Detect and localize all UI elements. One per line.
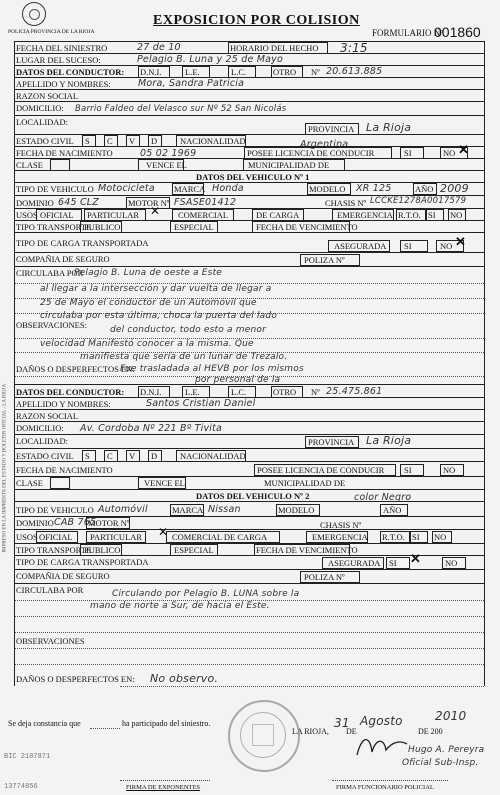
driver1-no-mark-icon: ✕	[458, 142, 469, 157]
vehicle2-rto: R.T.O.	[382, 532, 405, 542]
police-stamp-icon	[228, 700, 300, 772]
vehicle1-type-value: Motocicleta	[98, 183, 155, 194]
time-value: 3:15	[340, 41, 368, 55]
driver1-address-value: Barrio Faldeo del Velasco sur Nº 52 San Nicolás	[75, 104, 287, 114]
driver1-province-label: PROVINCIA	[308, 124, 355, 134]
vehicle2-rto-no[interactable]: NO	[434, 532, 447, 542]
year-prefix: DE 200	[418, 727, 443, 736]
driver1-expires-label: VENCE EL	[146, 160, 187, 170]
driver2-birth-label: FECHA DE NACIMIENTO	[16, 465, 113, 475]
driver2-address-value: Av. Cordoba Nº 221 Bº Tivita	[80, 423, 223, 434]
vehicle1-circ-line: 25 de Mayo el conductor de un Automóvil que	[40, 298, 257, 308]
vehicle1-chassis-value: LCCKE1278A0017579	[370, 196, 467, 206]
accident-date-value: 27 de 10	[137, 42, 181, 53]
driver1-name-label: APELLIDO Y NOMBRES:	[16, 79, 111, 89]
vehicle2-transport-label: TIPO TRANSPORTE	[16, 545, 92, 555]
vehicle1-circ-line: del conductor, todo esto a menor	[110, 325, 266, 335]
vehicle2-chassis-label: CHASIS Nº	[320, 520, 362, 530]
driver1-name-value: Mora, Sandra Patricia	[138, 78, 245, 89]
officer-name: Hugo A. Pereyra	[408, 745, 485, 755]
vehicle1-transport-label: TIPO TRANSPORTE	[16, 222, 92, 232]
vehicle2-insurer-label: COMPAÑIA DE SEGURO	[16, 571, 110, 581]
driver1-birth-label: FECHA DE NACIMIENTO	[16, 148, 113, 158]
driver2-province-value: La Rioja	[366, 434, 412, 447]
driver2-name-label: APELLIDO Y NOMBRES:	[16, 399, 111, 409]
vehicle1-transport-public[interactable]: PUBLICO	[84, 222, 121, 232]
vehicle2-transport-public[interactable]: PUBLICO	[84, 545, 121, 555]
vehicle1-use-comercial[interactable]: COMERCIAL	[178, 210, 229, 220]
driver1-class-label: CLASE	[16, 160, 43, 170]
vehicle2-use-particular[interactable]: PARTICULAR	[90, 532, 143, 542]
vehicle1-year-value: 2009	[440, 182, 469, 195]
margin-code-2: 13774856	[4, 783, 38, 791]
vehicle1-use-emergencia[interactable]: EMERGENCIA	[337, 210, 393, 220]
vehicle2-use-comercial[interactable]: COMERCIAL DE CARGA	[172, 532, 268, 542]
driver1-num-label: Nº	[311, 67, 320, 77]
driver1-section-label: DATOS DEL CONDUCTOR:	[16, 67, 125, 77]
month-prefix: DE	[346, 727, 357, 736]
vehicle1-insurer-label: COMPAÑIA DE SEGURO	[16, 254, 110, 264]
signature-icon	[352, 730, 412, 760]
driver2-num-value: 25.475.861	[326, 386, 383, 397]
vehicle1-brand-value: Honda	[212, 183, 244, 194]
vehicle1-use-carga[interactable]: DE CARGA	[256, 210, 300, 220]
driver1-dni-option[interactable]: D.N.I.	[140, 67, 162, 77]
driver2-section-label: DATOS DEL CONDUCTOR:	[16, 387, 125, 397]
margin-code-1: BIC 2107871	[4, 753, 51, 761]
officer-signature-label: FIRMA FUNCIONARIO POLICIAL	[336, 784, 434, 791]
form-number: 001860	[434, 24, 481, 40]
vehicle2-domain-label: DOMINIO	[16, 518, 54, 528]
vehicle1-circulating-label: CIRCULABA POR	[16, 268, 84, 278]
vehicle2-insured-si[interactable]: SI	[389, 558, 397, 568]
driver2-dni-option[interactable]: D.N.I.	[140, 387, 162, 397]
vehicle1-circ-line: al llegar a la intersección y dar vuelta de llegar a	[40, 284, 272, 294]
officer-rank: Oficial Sub-Insp.	[402, 758, 479, 768]
driver2-company-label: RAZON SOCIAL	[16, 411, 79, 421]
vehicle2-use-official[interactable]: OFICIAL	[39, 532, 73, 542]
vehicle1-use-particular[interactable]: PARTICULAR	[87, 210, 140, 220]
driver2-le-option[interactable]: L.E.	[185, 387, 200, 397]
vehicle2-model-label: MODELO	[278, 505, 315, 515]
vehicle1-uses-label: USOS	[16, 210, 38, 220]
vehicle1-rto-si[interactable]: SI	[428, 210, 436, 220]
vehicle1-insured-label: ASEGURADA	[334, 241, 387, 251]
driver1-le-option[interactable]: L.E.	[185, 67, 200, 77]
driver2-civil-label: ESTADO CIVIL	[16, 451, 74, 461]
vehicle2-insured-mark-icon: ✕	[410, 551, 421, 566]
driver1-municipality-label: MUNICIPALIDAD DE	[248, 160, 330, 170]
driver2-expires-label: VENCE EL	[144, 478, 185, 488]
driver2-otro-option[interactable]: OTRO	[273, 387, 297, 397]
vehicle1-insured-si[interactable]: SI	[404, 241, 412, 251]
vehicle1-section-label: DATOS DEL VEHICULO Nº 1	[196, 172, 310, 182]
driver2-locality-label: LOCALIDAD:	[16, 436, 68, 446]
vehicle1-rto: R.T.O.	[398, 210, 421, 220]
exponent-signature-label: FIRMA DE EXPONENTES	[126, 784, 201, 791]
vehicle1-type-label: TIPO DE VEHICULO	[16, 184, 94, 194]
vehicle1-transport-special[interactable]: ESPECIAL	[174, 222, 214, 232]
vehicle2-uses-label: USOS	[16, 532, 38, 542]
driver2-nationality-label: NACIONALIDAD	[180, 451, 246, 461]
vehicle1-circ-line: Fue trasladada al HEVB por los mismos	[120, 364, 304, 374]
time-label: HORARIO DEL HECHO	[230, 43, 319, 53]
vehicle1-year-label: AÑO	[415, 184, 434, 194]
driver1-province-value: La Rioja	[366, 121, 412, 134]
driver1-license-si[interactable]: SI	[404, 148, 412, 158]
vehicle1-motor-value: FSASE01412	[174, 197, 237, 208]
vehicle2-section-label: DATOS DEL VEHICULO Nº 2	[196, 491, 310, 501]
vehicle1-circ-line: velocidad Manifestó conocer a la misma. Que	[40, 339, 254, 349]
vehicle2-type-value: Automóvil	[98, 504, 148, 515]
vehicle1-damages-label: DAÑOS O DESPERFECTOS EN:	[16, 364, 135, 374]
vehicle1-use-official[interactable]: OFICIAL	[40, 210, 74, 220]
day-value: 31	[334, 716, 350, 730]
driver1-civil-d[interactable]: D	[151, 136, 158, 146]
side-print-text: IMPRESO EN LA IMPRENTA DEL ESTADO Y BOLETIN OFICIAL - LA RIOJA	[2, 383, 8, 553]
statement-prefix: Se deja constancia que	[8, 719, 81, 728]
vehicle1-insured-mark-icon: ✕	[455, 234, 466, 249]
vehicle2-transport-special[interactable]: ESPECIAL	[174, 545, 214, 555]
vehicle2-domain-value: CAB 765	[54, 517, 97, 528]
province-seal-icon	[22, 2, 46, 26]
driver1-nationality-label: NACIONALIDAD	[180, 136, 246, 146]
vehicle2-policy-label: POLIZA Nº	[304, 572, 345, 582]
driver1-license-label: POSEE LICENCIA DE CONDUCIR	[247, 148, 375, 158]
vehicle1-cargo-label: TIPO DE CARGA TRANSPORTADA	[16, 238, 149, 248]
vehicle1-insured-no[interactable]: NO	[440, 241, 453, 251]
driver1-company-label: RAZON SOCIAL	[16, 91, 79, 101]
driver2-name-value: Santos Cristian Daniel	[146, 398, 256, 409]
accident-date-label: FECHA DEL SINIESTRO	[16, 43, 108, 53]
vehicle1-circ-line: manifiesta que sería de un lunar de Trezalo.	[80, 352, 288, 362]
driver2-lc-option[interactable]: L.C.	[231, 387, 247, 397]
form-number-label: FORMULARIO Nº	[372, 28, 444, 38]
vehicle2-brand-label: MARCA	[172, 505, 204, 515]
vehicle2-particular-mark-icon: ✕	[158, 525, 169, 539]
vehicle2-damages-label: DAÑOS O DESPERFECTOS EN:	[16, 674, 135, 684]
vehicle1-particular-mark-icon: ✕	[150, 204, 161, 218]
vehicle2-insured-no[interactable]: NO	[445, 558, 458, 568]
driver1-civil-v[interactable]: V	[129, 136, 136, 146]
province-caption: POLICIA PROVINCIA DE LA RIOJA	[8, 29, 95, 35]
driver1-locality-label: LOCALIDAD:	[16, 117, 68, 127]
vehicle1-chassis-label: CHASIS Nº	[325, 198, 367, 208]
city-prefix: LA RIOJA,	[292, 727, 329, 736]
vehicle2-use-emergencia[interactable]: EMERGENCIA	[312, 532, 368, 542]
driver1-num-value: 20.613.885	[326, 66, 383, 77]
place-label: LUGAR DEL SUCESO:	[16, 55, 101, 65]
driver1-civil-label: ESTADO CIVIL	[16, 136, 74, 146]
vehicle2-cargo-label: TIPO DE CARGA TRANSPORTADA	[16, 557, 149, 567]
vehicle1-expiry-label: FECHA DE VENCIMIENTO	[256, 222, 358, 232]
vehicle2-color-note: color Negro	[354, 492, 412, 503]
driver2-license-no[interactable]: NO	[443, 465, 456, 475]
vehicle1-domain-label: DOMINIO	[16, 198, 54, 208]
vehicle1-model-value: XR 125	[356, 183, 392, 194]
place-value: Pelagio B. Luna y 25 de Mayo	[137, 54, 283, 65]
vehicle1-observations-label: OBSERVACIONES:	[16, 320, 87, 330]
vehicle1-rto-no[interactable]: NO	[450, 210, 463, 220]
driver1-lc-option[interactable]: L.C.	[231, 67, 247, 77]
year-value: 2010	[435, 709, 467, 723]
driver1-otro-option[interactable]: OTRO	[273, 67, 297, 77]
vehicle1-circ-line: por personal de la	[195, 375, 281, 385]
driver2-license-si[interactable]: SI	[404, 465, 412, 475]
vehicle2-year-label: AÑO	[383, 505, 402, 515]
vehicle1-circ-line: Pelagio B. Luna de oeste a Este	[74, 268, 223, 278]
form-title: EXPOSICION POR COLISION	[153, 13, 360, 28]
driver2-civil-c[interactable]: C	[107, 451, 113, 461]
vehicle2-motor-label: MOTOR Nº	[88, 518, 130, 528]
driver1-birth-value: 05 02 1969	[140, 148, 197, 159]
vehicle2-circ-line: Circulando por Pelagio B. LUNA sobre la	[112, 589, 300, 599]
vehicle1-domain-value: 645 CLZ	[58, 197, 99, 208]
driver1-civil-c[interactable]: C	[107, 136, 113, 146]
vehicle1-motor-label: MOTOR Nº	[128, 198, 170, 208]
vehicle1-circ-line: circulaba por esta última, choca la puerta del lado	[40, 311, 278, 321]
vehicle2-expiry-label: FECHA DE VENCIMIENTO	[256, 545, 358, 555]
vehicle2-circulating-label: CIRCULABA POR	[16, 585, 84, 595]
month-value: Agosto	[360, 714, 403, 728]
driver2-province-label: PROVINCIA	[308, 437, 355, 447]
vehicle1-brand-label: MARCA	[174, 184, 206, 194]
vehicle1-model-label: MODELO	[309, 184, 346, 194]
driver2-civil-d[interactable]: D	[151, 451, 158, 461]
vehicle2-damages-value: No observo.	[150, 672, 219, 685]
vehicle2-insured-label: ASEGURADA	[328, 558, 381, 568]
driver2-municipality-label: MUNICIPALIDAD DE	[264, 478, 346, 488]
vehicle1-policy-label: POLIZA Nº	[304, 255, 345, 265]
driver1-civil-s[interactable]: S	[85, 136, 90, 146]
vehicle2-type-label: TIPO DE VEHICULO	[16, 505, 94, 515]
driver2-civil-s[interactable]: S	[85, 451, 90, 461]
vehicle2-circ-line: mano de norte a Sur, de hacia el Este.	[90, 601, 270, 611]
driver1-nationality-value: Argentina	[300, 139, 349, 150]
driver1-license-no[interactable]: NO	[443, 148, 456, 158]
driver2-address-label: DOMICILIO:	[16, 423, 64, 433]
vehicle2-rto-si[interactable]: SI	[412, 532, 420, 542]
driver2-num-label: Nº	[311, 387, 320, 397]
driver2-license-label: POSEE LICENCIA DE CONDUCIR	[257, 465, 385, 475]
driver2-civil-v[interactable]: V	[129, 451, 136, 461]
driver1-address-label: DOMICILIO:	[16, 103, 64, 113]
vehicle2-observations-label: OBSERVACIONES	[16, 636, 85, 646]
vehicle2-brand-value: Nissan	[208, 504, 241, 515]
statement-suffix: ha participado del siniestro.	[122, 719, 211, 728]
driver2-class-label: CLASE	[16, 478, 43, 488]
